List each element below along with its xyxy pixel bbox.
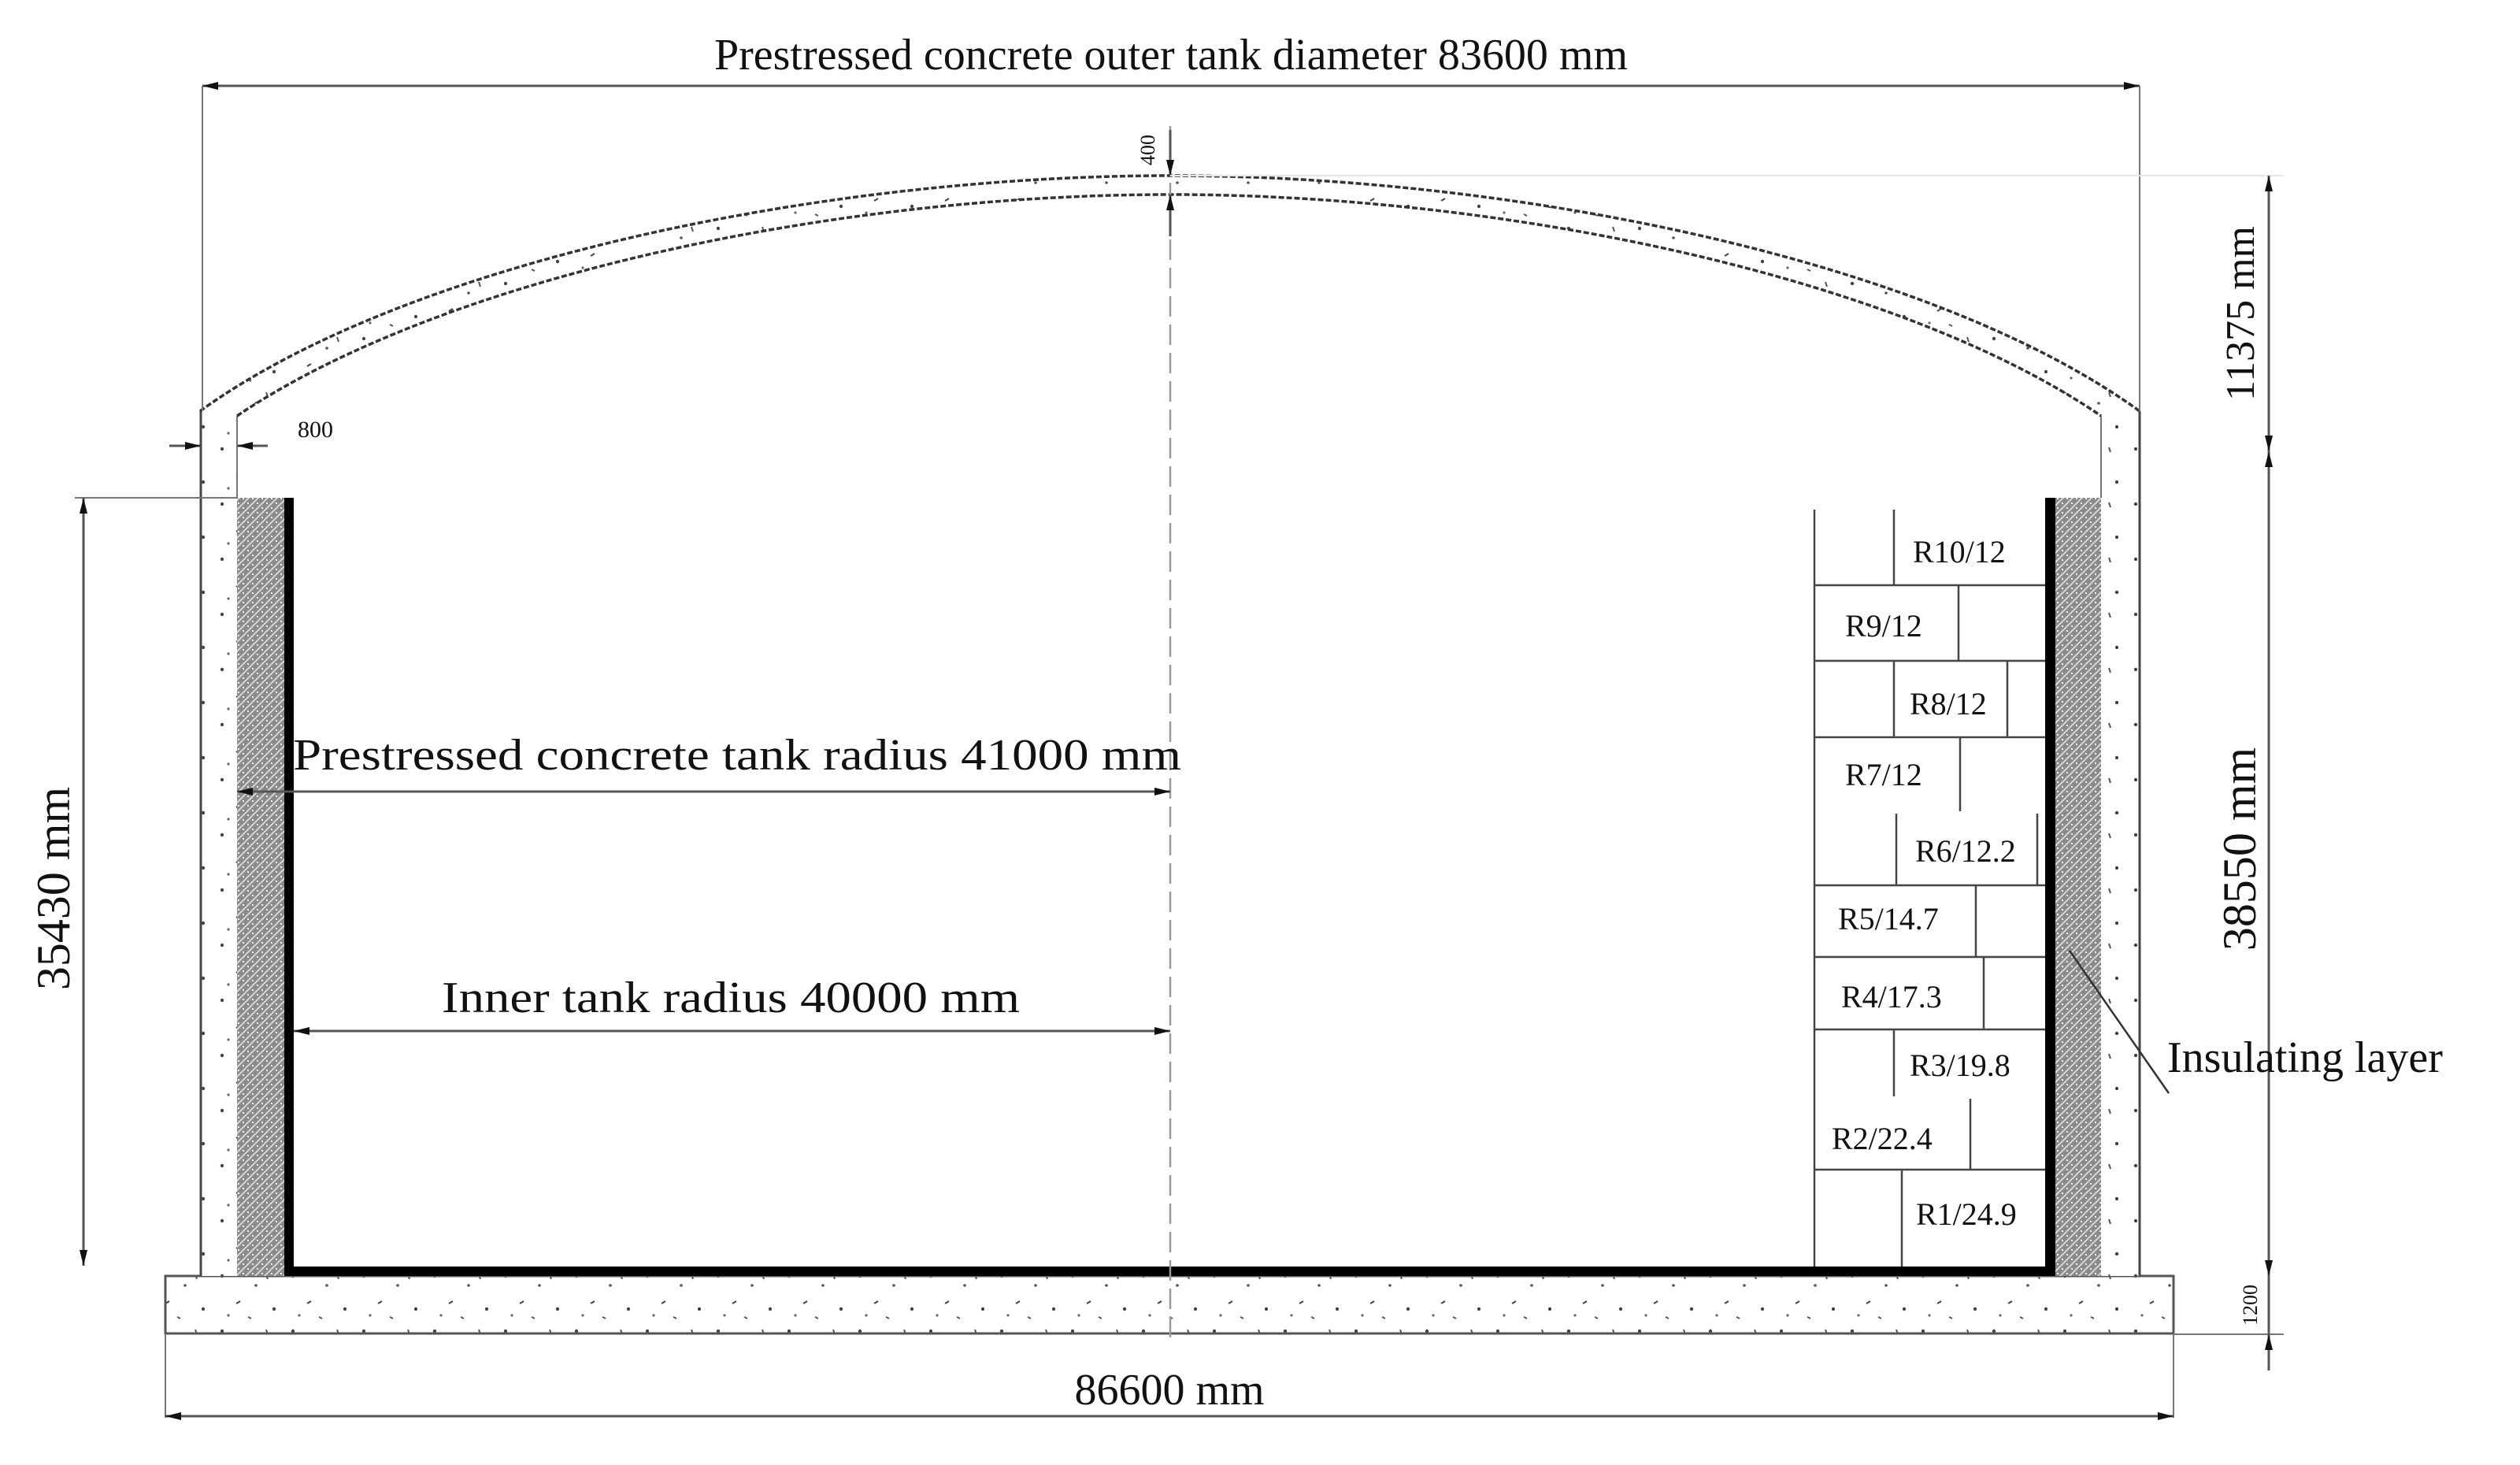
shell-course-label: R6/12.2: [1915, 833, 2016, 869]
dome-thickness-label: 400: [1136, 135, 1159, 165]
outer-concrete-wall-right: [2101, 411, 2140, 1276]
shell-course-label: R5/14.7: [1838, 901, 1939, 936]
shell-course-label: R7/12: [1845, 757, 1922, 792]
shell-course-label: R3/19.8: [1910, 1048, 2010, 1083]
outer-diameter-label: Prestressed concrete outer tank diameter 83600 mm: [713, 31, 1629, 80]
inner-radius-label: Inner tank radius 40000 mm: [442, 974, 1020, 1022]
shell-course-label: R4/17.3: [1841, 979, 1942, 1014]
shell-course-label: R8/12: [1910, 686, 1987, 721]
shell-course-label: R2/22.4: [1832, 1121, 1933, 1156]
shell-course-table: [1814, 510, 2045, 1267]
wall-thickness-label: 800: [298, 417, 333, 443]
insulation-layer-left: [237, 498, 284, 1276]
insulation-layer-right: [2055, 498, 2101, 1276]
dimension-inner-radius: [294, 974, 1170, 1031]
wall-height-label: 38550 mm: [2214, 747, 2266, 951]
dimension-wall-height: [2214, 451, 2269, 1276]
shell-course-label: R10/12: [1913, 534, 2006, 569]
outer-concrete-wall-left: [201, 411, 237, 1276]
dimension-foundation-width: [165, 1333, 2174, 1418]
inner-tank-height-label: 35430 mm: [28, 786, 80, 991]
foundation-width-label: 86600 mm: [1074, 1366, 1265, 1415]
dimension-foundation-thickness: [2174, 1276, 2284, 1370]
shell-course-label: R9/12: [1845, 608, 1922, 643]
foundation-thickness-label: 1200: [2239, 1285, 2262, 1326]
dimension-wall-thickness: [169, 417, 333, 446]
dimension-concrete-radius: [237, 731, 1181, 792]
concrete-radius-label: Prestressed concrete tank radius 41000 mm: [293, 731, 1181, 780]
insulation-label: Insulating layer: [2167, 1033, 2443, 1082]
dome-rise-label: 11375 mm: [2218, 226, 2263, 401]
shell-course-label: R1/24.9: [1916, 1196, 2017, 1232]
